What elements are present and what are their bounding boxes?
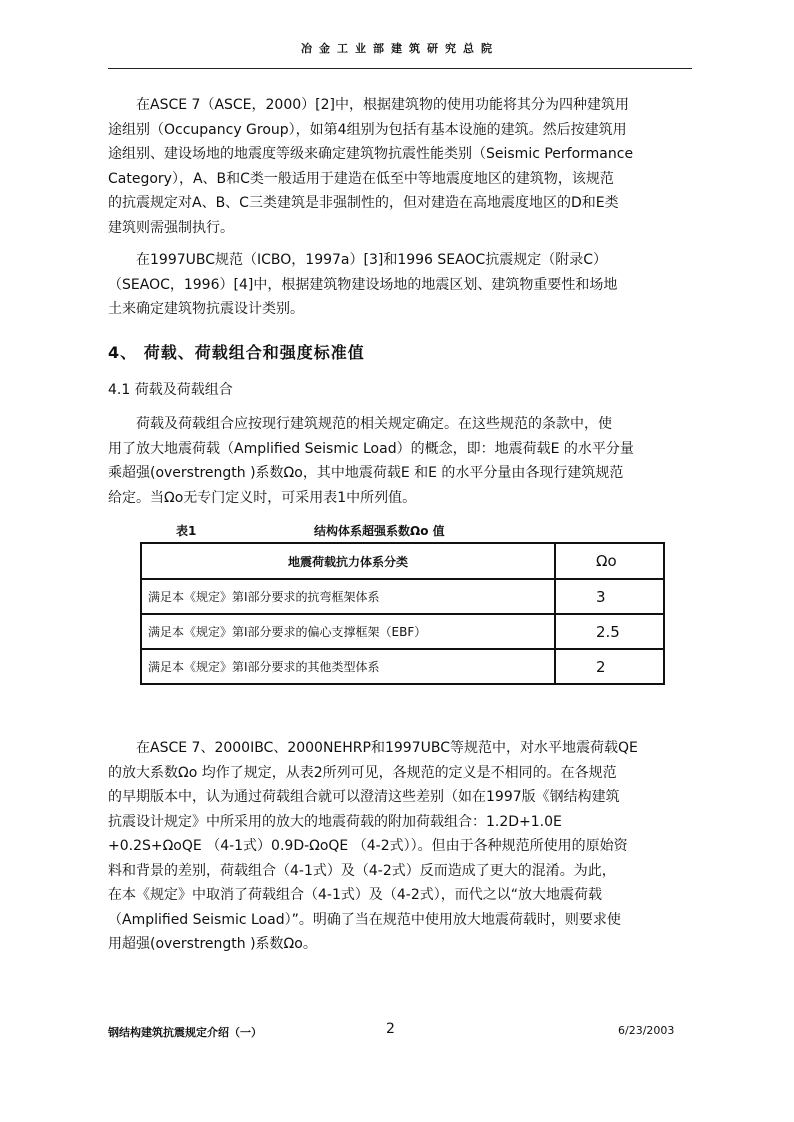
overstrength-table — [140, 542, 665, 685]
table-caption-title: 结构体系超强系数Ωo 值 — [314, 524, 445, 538]
text-line: （SEAOC，1996）[4]中，根据建筑物建设场地的地震区划、建筑物重要性和场地 — [108, 276, 618, 293]
table-header-row — [141, 543, 664, 579]
text-line: 用了放大地震荷载（Amplified Seismic Load）的概念，即：地震荷载E 的水平分量 — [108, 440, 634, 457]
text-line: 给定。当Ωo无专门定义时，可采用表1中所列值。 — [108, 489, 417, 506]
footer-document-title: 钢结构建筑抗震规定介绍（一） — [108, 1026, 262, 1039]
table-cell-system: 满足本《规定》第Ⅰ部分要求的抗弯框架体系 — [141, 579, 555, 614]
table-cell-system: 满足本《规定》第Ⅰ部分要求的偏心支撑框架（EBF） — [141, 614, 555, 649]
table-cell-value: 2.5 — [555, 614, 664, 649]
text-line: +0.2S+ΩoQE （4-1式）0.9D-ΩoQE （4-2式））。但由于各种规范所使用的原始资 — [108, 838, 628, 854]
subsection-heading: 4.1 荷载及荷载组合 — [108, 382, 233, 398]
text-line: 在1997UBC规范（ICBO，1997a）[3]和1996 SEAOC抗震规定（附录C） — [136, 252, 608, 268]
text-line: Category），A、B和C类一般适用于建造在低至中等地震度地区的建筑物，该规范 — [108, 170, 614, 187]
page-header: 冶金工业部建筑研究总院 — [301, 42, 499, 55]
text-line: 土来确定建筑物抗震设计类别。 — [108, 301, 304, 317]
table-cell-system: 满足本《规定》第Ⅰ部分要求的其他类型体系 — [141, 649, 555, 684]
table-header-omega: Ωo — [555, 543, 664, 579]
text-line: 荷载及荷载组合应按现行建筑规范的相关规定确定。在这些规范的条款中，使 — [136, 416, 612, 432]
text-line: 途组别（Occupancy Group），如第4组别为包括有基本设施的建筑。然后按建筑用 — [108, 121, 627, 138]
table-header-system: 地震荷载抗力体系分类 — [141, 543, 555, 579]
footer-date: 6/23/2003 — [618, 1024, 675, 1037]
table-cell-value: 2 — [555, 649, 664, 684]
text-line: 抗震设计规定》中所采用的放大的地震荷载的附加荷载组合：1.2D+1.0E — [108, 813, 562, 830]
text-line: 建筑则需强制执行。 — [108, 219, 234, 236]
text-line: 料和背景的差别，荷载组合（4-1式）及（4-2式）反而造成了更大的混淆。为此， — [108, 862, 616, 879]
table-cell-value: 3 — [555, 579, 664, 614]
header-divider — [108, 68, 692, 69]
text-line: 的放大系数Ωo 均作了规定，从表2所列可见，各规范的定义是不相同的。在各规范 — [108, 764, 617, 781]
text-line: 用超强(overstrength )系数Ωo。 — [108, 936, 317, 952]
text-line: 的早期版本中，认为通过荷载组合就可以澄清这些差别（如在1997版《钢结构建筑 — [108, 789, 620, 805]
text-line: 在本《规定》中取消了荷载组合（4-1式）及（4-2式），而代之以“放大地震荷载 — [108, 887, 602, 903]
table-row — [141, 649, 664, 684]
text-line: 在ASCE 7（ASCE，2000）[2]中，根据建筑物的使用功能将其分为四种建筑用 — [136, 97, 629, 113]
text-line: 乘超强(overstrength )系数Ωo，其中地震荷载E 和E 的水平分量由各现行建筑规范 — [108, 465, 624, 481]
section-heading: 4、 荷载、荷载组合和强度标准值 — [108, 343, 365, 362]
paragraph-amplification — [108, 736, 688, 957]
footer-page-number: 2 — [386, 1021, 395, 1037]
paragraph-load-combination — [108, 412, 688, 510]
text-line: 在ASCE 7、2000IBC、2000NEHRP和1997UBC等规范中，对水平地震荷载QE — [136, 740, 638, 756]
table-row — [141, 579, 664, 614]
text-line: （Amplified Seismic Load）”。明确了当在规范中使用放大地震荷载时，则要求使 — [108, 911, 621, 928]
paragraph-asce7 — [108, 93, 688, 240]
table-caption-number: 表1 — [176, 524, 197, 538]
text-line: 途组别、建设场地的地震度等级来确定建筑物抗震性能类别（Seismic Performance — [108, 146, 634, 162]
text-line: 的抗震规定对A、B、C三类建筑是非强制性的，但对建造在高地震度地区的D和E类 — [108, 195, 619, 211]
table-row — [141, 614, 664, 649]
paragraph-ubc — [108, 248, 688, 322]
